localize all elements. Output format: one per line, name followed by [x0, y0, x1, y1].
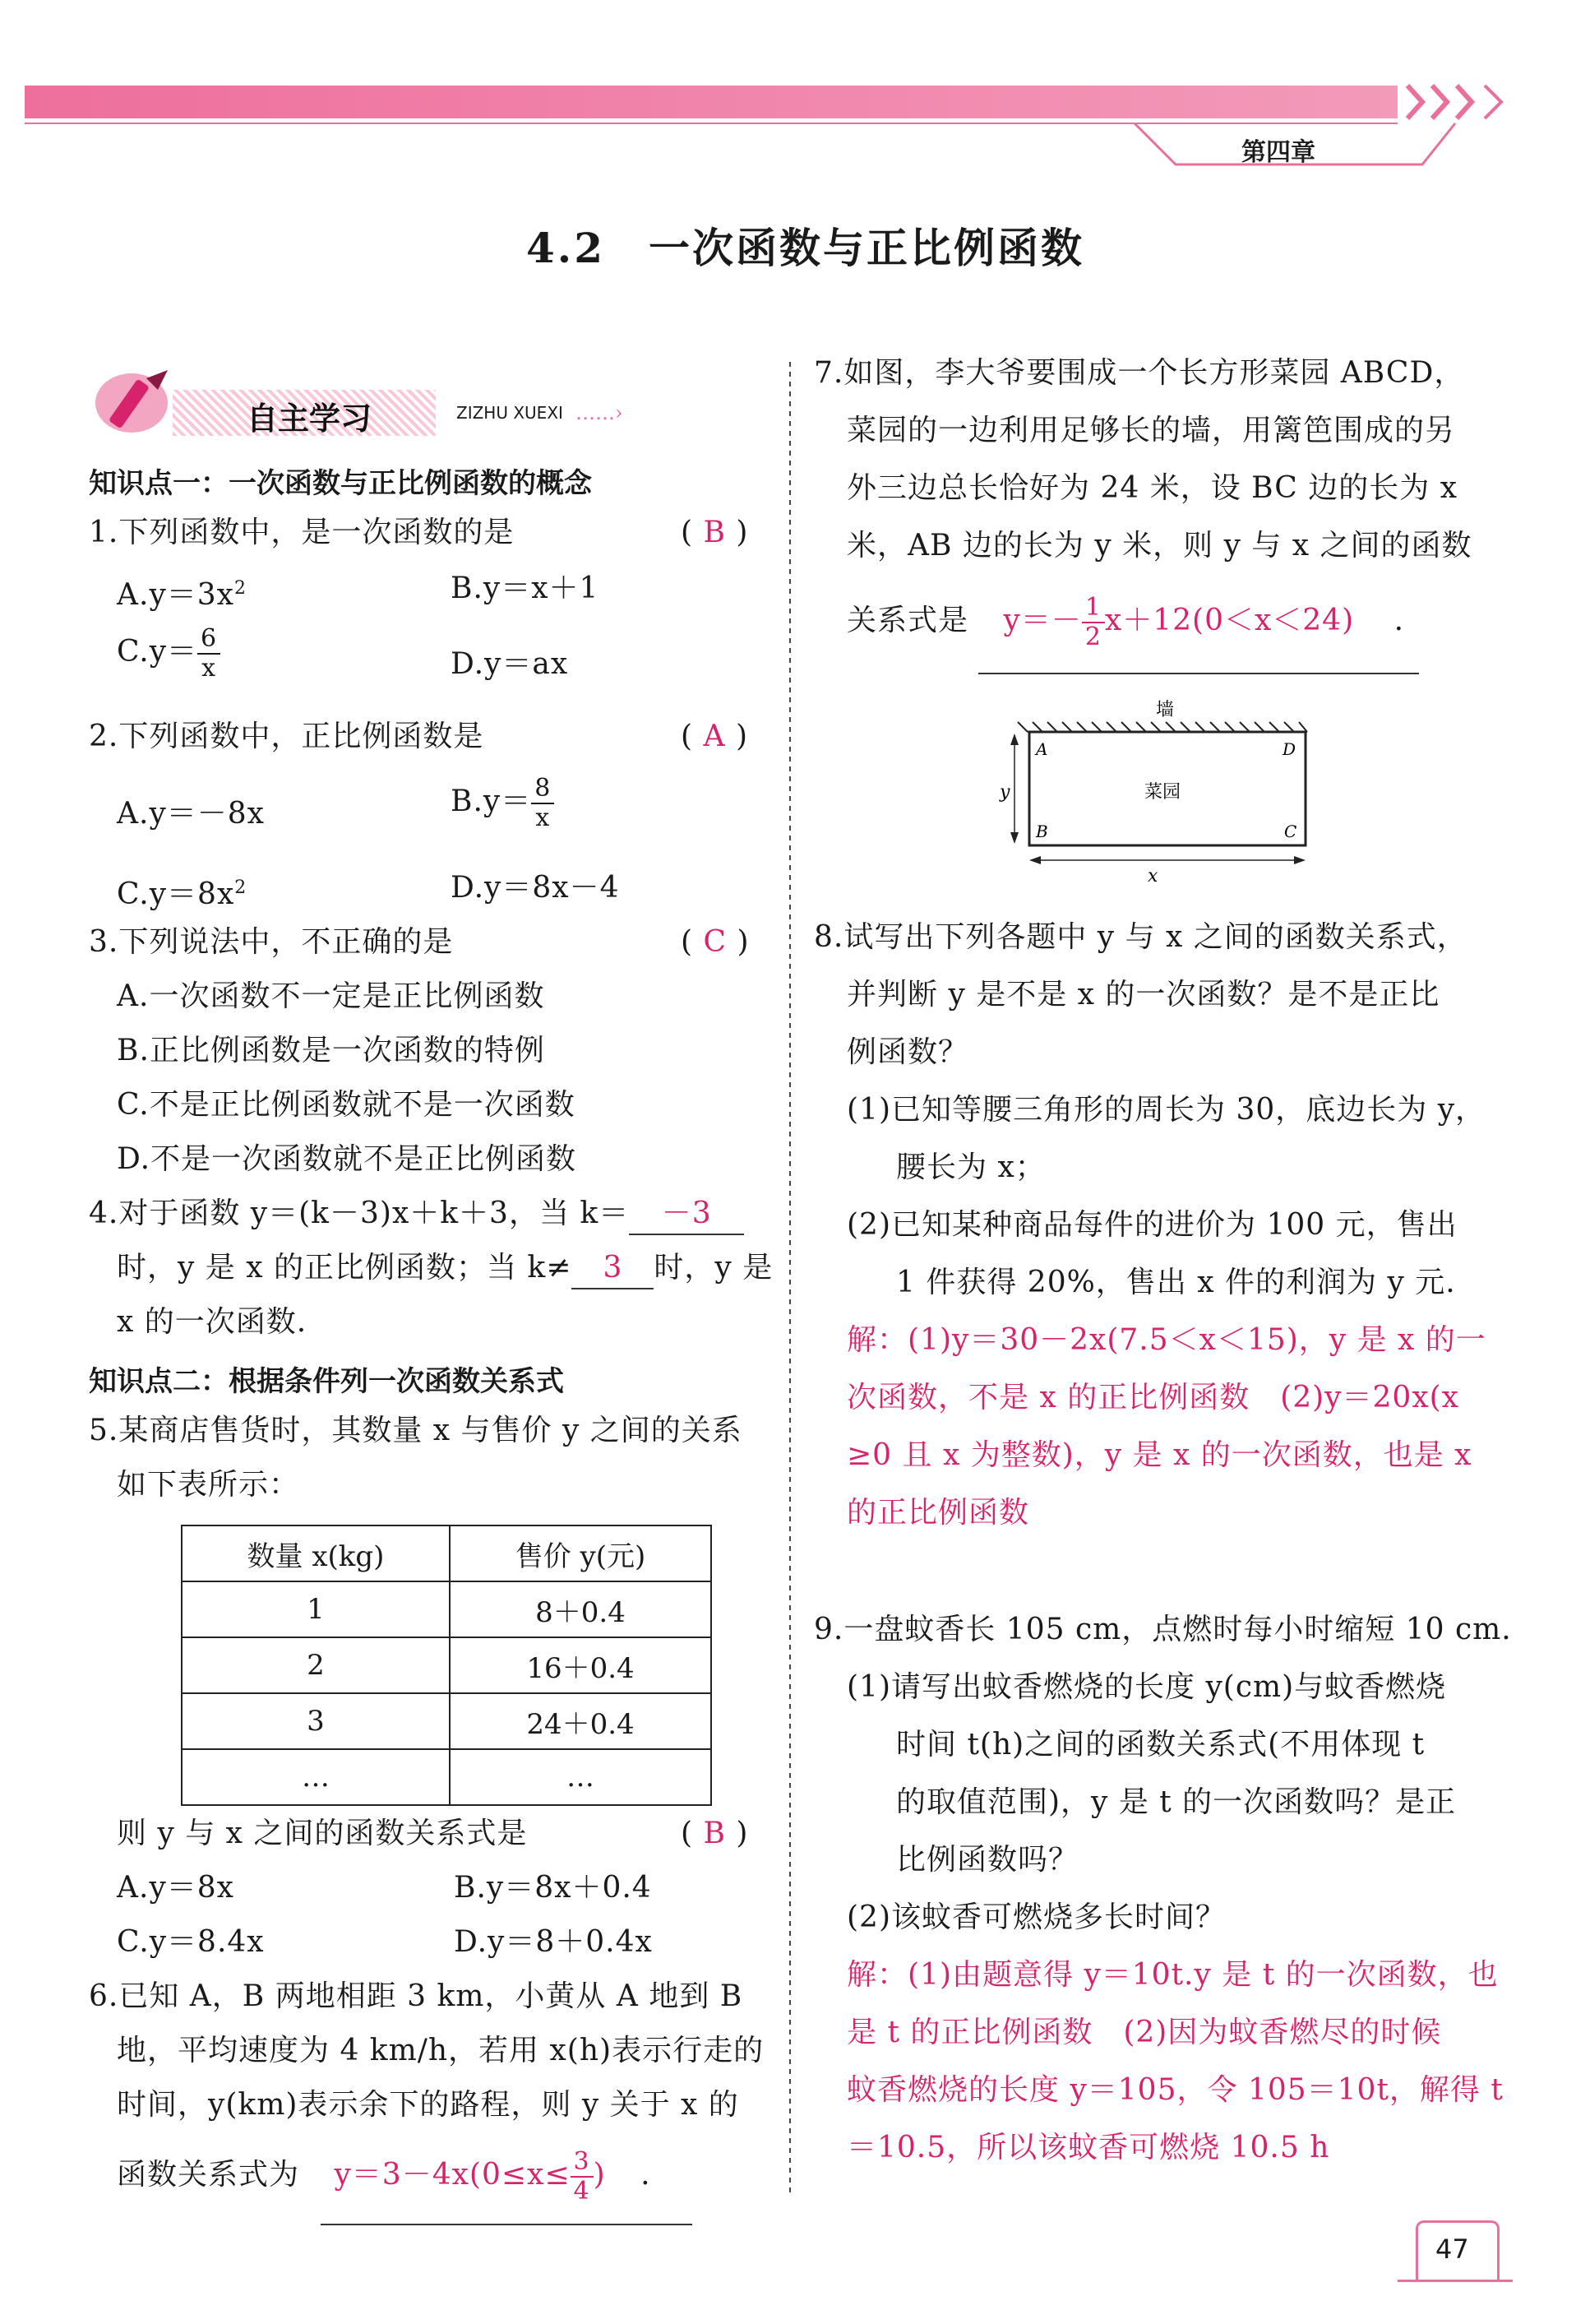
q3-option-c: C.不是正比例函数就不是一次函数	[117, 1088, 575, 1122]
q6-answer-line	[321, 2224, 692, 2225]
q9-solution-line2: 是 t 的正比例函数 (2)因为蚊香燃尽的时候	[847, 2016, 1442, 2049]
q1-answer-bracket: ( B )	[681, 516, 749, 549]
table-header-row	[182, 1525, 711, 1581]
q2-answer: A	[703, 720, 726, 753]
q2-option-d: D.y＝8x－4	[451, 871, 620, 905]
q8-line1: 8.试写出下列各题中 y 与 x 之间的函数关系式，	[814, 920, 1467, 954]
page-number-underline	[1398, 2280, 1513, 2282]
q9-solution-line3: 蚊香燃烧的长度 y＝105，令 105＝10t，解得 t	[847, 2073, 1504, 2107]
q8-solution-line4: 的正比例函数	[847, 1496, 1030, 1530]
fig-x-label: x	[1148, 866, 1158, 887]
table-row	[182, 1637, 711, 1693]
chapter-label: 第四章	[1241, 138, 1315, 167]
fig-garden-label: 菜园	[1144, 782, 1181, 803]
q9-part1-line2: 时间 t(h)之间的函数关系式(不用体现 t	[896, 1728, 1426, 1762]
q3-answer: C	[703, 925, 728, 959]
table-cell: 8＋0.4	[450, 1581, 711, 1637]
q5-table	[181, 1525, 712, 1806]
q4-line2: 时，y 是 x 的正比例函数；当 k≠ 3 时，y 是	[117, 1248, 773, 1289]
q8-solution-line3: ≥0 且 x 为整数)，y 是 x 的一次函数，也是 x	[847, 1438, 1472, 1472]
q8-part2-line2: 1 件获得 20%，售出 x 件的利润为 y 元.	[896, 1266, 1456, 1299]
table-row	[182, 1693, 711, 1749]
q9-part2: (2)该蚊香可燃烧多长时间？	[847, 1900, 1226, 1934]
fig-wall-label: 墙	[1156, 700, 1175, 720]
table-cell: 1	[182, 1581, 450, 1637]
column-divider	[789, 362, 791, 2196]
q6-line2: 地，平均速度为 4 km/h，若用 x(h)表示行走的	[117, 2034, 765, 2067]
q9-part1-line1: (1)请写出蚊香燃烧的长度 y(cm)与蚊香燃烧	[847, 1670, 1447, 1704]
q4-line3: x 的一次函数.	[117, 1305, 307, 1339]
q3-stem: 3.下列说法中，不正确的是	[89, 925, 454, 959]
page-title: 4.2 一次函数与正比例函数	[526, 224, 1084, 272]
q9-line1: 9.一盘蚊香长 105 cm，点燃时每小时缩短 10 cm.	[814, 1613, 1512, 1646]
q1-stem: 1.下列函数中，是一次函数的是	[89, 516, 515, 549]
q6-line1: 6.已知 A，B 两地相距 3 km，小黄从 A 地到 B	[89, 1979, 743, 2013]
fig-point-d: D	[1283, 739, 1296, 759]
q5-stem: 则 y 与 x 之间的函数关系式是	[117, 1817, 528, 1850]
q6-line4: 函数关系式为 y＝3－4x(0≤x≤ $\frac{3}{4}$ ) .	[117, 2147, 651, 2206]
q7-line1: 7.如图，李大爷要围成一个长方形菜园 ABCD，	[814, 356, 1465, 390]
q1-option-b: B.y＝x＋1	[451, 572, 599, 605]
q7-line4: 米，AB 边的长为 y 米，则 y 与 x 之间的函数	[847, 529, 1472, 562]
q7-answer-line	[978, 673, 1419, 674]
q7-line5: 关系式是 y＝－ $\frac{1}{2}$ x＋12(0＜x＜24) .	[847, 593, 1405, 651]
q4-answer-2: 3	[571, 1248, 654, 1289]
q1-option-c: C.y＝ $\frac{6}{x}$	[117, 627, 220, 681]
q1-option-a: $A.y=3x^2$	[117, 578, 247, 612]
banner-dots: ……›	[575, 401, 623, 424]
q3-option-d: D.不是一次函数就不是正比例函数	[117, 1142, 577, 1176]
table-header: 售价 y(元)	[450, 1525, 711, 1581]
q2-answer-bracket: ( A )	[681, 720, 748, 753]
banner-pinyin: ZIZHU XUEXI	[456, 403, 563, 423]
fig-point-c: C	[1284, 822, 1297, 841]
knowledge-point-1: 知识点一：一次函数与正比例函数的概念	[89, 467, 592, 500]
banner-label: 自主学习	[247, 400, 372, 437]
knowledge-point-2: 知识点二：根据条件列一次函数关系式	[89, 1365, 564, 1398]
q8-part1-line2: 腰长为 x；	[896, 1150, 1046, 1184]
q2-option-a: A.y＝－8x	[117, 797, 265, 831]
q5-option-b: B.y＝8x＋0.4	[454, 1871, 652, 1905]
q8-part1-line1: (1)已知等腰三角形的周长为 30，底边长为 y，	[847, 1093, 1486, 1127]
q1-answer: B	[703, 516, 726, 549]
fig-y-label: y	[1000, 782, 1010, 803]
q5-option-c: C.y＝8.4x	[117, 1925, 265, 1959]
q5-line1: 5.某商店售货时，其数量 x 与售价 y 之间的关系	[89, 1414, 742, 1447]
q5-answer-bracket: ( B )	[681, 1817, 749, 1850]
q4-answer-1: －3	[629, 1194, 744, 1235]
q5-line2: 如下表所示：	[117, 1468, 300, 1502]
q6-answer: y＝3－4x(0≤x≤ $\frac{3}{4}$ )	[334, 2147, 606, 2206]
q3-answer-bracket: ( C )	[681, 925, 750, 959]
q8-solution-line2: 次函数，不是 x 的正比例函数 (2)y＝20x(x	[847, 1381, 1459, 1414]
q8-solution-line1: 解：(1)y＝30－2x(7.5＜x＜15)，y 是 x 的一	[847, 1323, 1486, 1357]
table-cell: …	[182, 1749, 450, 1805]
table-cell: 3	[182, 1693, 450, 1749]
q9-part1-line3: 的取值范围)，y 是 t 的一次函数吗？是正	[896, 1785, 1457, 1819]
table-cell: 16＋0.4	[450, 1637, 711, 1693]
q7-line3: 外三边总长恰好为 24 米，设 BC 边的长为 x	[847, 471, 1458, 505]
q5-option-a: A.y＝8x	[117, 1871, 234, 1905]
q3-option-b: B.正比例函数是一次函数的特例	[117, 1034, 545, 1067]
q2-option-c: $C.y=8x^2$	[117, 877, 247, 911]
table-row	[182, 1749, 711, 1805]
table-row	[182, 1581, 711, 1637]
q7-line2: 菜园的一边利用足够长的墙，用篱笆围成的另	[847, 414, 1456, 447]
header-band	[0, 0, 1576, 189]
q9-solution-line1: 解：(1)由题意得 y＝10t.y 是 t 的一次函数，也	[847, 1958, 1499, 1992]
table-cell: …	[450, 1749, 711, 1805]
q9-part1-line4: 比例函数吗？	[896, 1843, 1079, 1877]
garden-figure	[1000, 699, 1315, 888]
table-cell: 24＋0.4	[450, 1693, 711, 1749]
q8-line3: 例函数？	[847, 1035, 969, 1069]
fig-point-b: B	[1036, 822, 1048, 841]
chevrons-icon	[1407, 86, 1501, 118]
table-cell: 2	[182, 1637, 450, 1693]
q1-option-d: D.y＝ax	[451, 647, 569, 681]
q6-line3: 时间，y(km)表示余下的路程，则 y 关于 x 的	[117, 2088, 739, 2122]
table-header: 数量 x(kg)	[182, 1525, 450, 1581]
q3-option-a: A.一次函数不一定是正比例函数	[117, 979, 545, 1013]
q7-answer: y＝－ $\frac{1}{2}$ x＋12(0＜x＜24)	[1003, 593, 1355, 651]
q5-answer: B	[703, 1817, 726, 1850]
q4-line1: 4.对于函数 y＝(k－3)x＋k＋3，当 k＝ －3	[89, 1194, 744, 1235]
q8-part2-line1: (2)已知某种商品每件的进价为 100 元，售出	[847, 1208, 1458, 1242]
q2-stem: 2.下列函数中，正比例函数是	[89, 720, 484, 753]
banner-pencil-icon	[89, 367, 179, 437]
q5-option-d: D.y＝8＋0.4x	[454, 1925, 653, 1959]
fig-point-a: A	[1036, 739, 1048, 759]
page-number: 47	[1435, 2234, 1469, 2265]
q9-solution-line4: ＝10.5，所以该蚊香可燃烧 10.5 h	[847, 2131, 1330, 2164]
q2-option-b: B.y＝ $\frac{8}{x}$	[451, 776, 554, 831]
q8-line2: 并判断 y 是不是 x 的一次函数？是不是正比	[847, 978, 1440, 1012]
